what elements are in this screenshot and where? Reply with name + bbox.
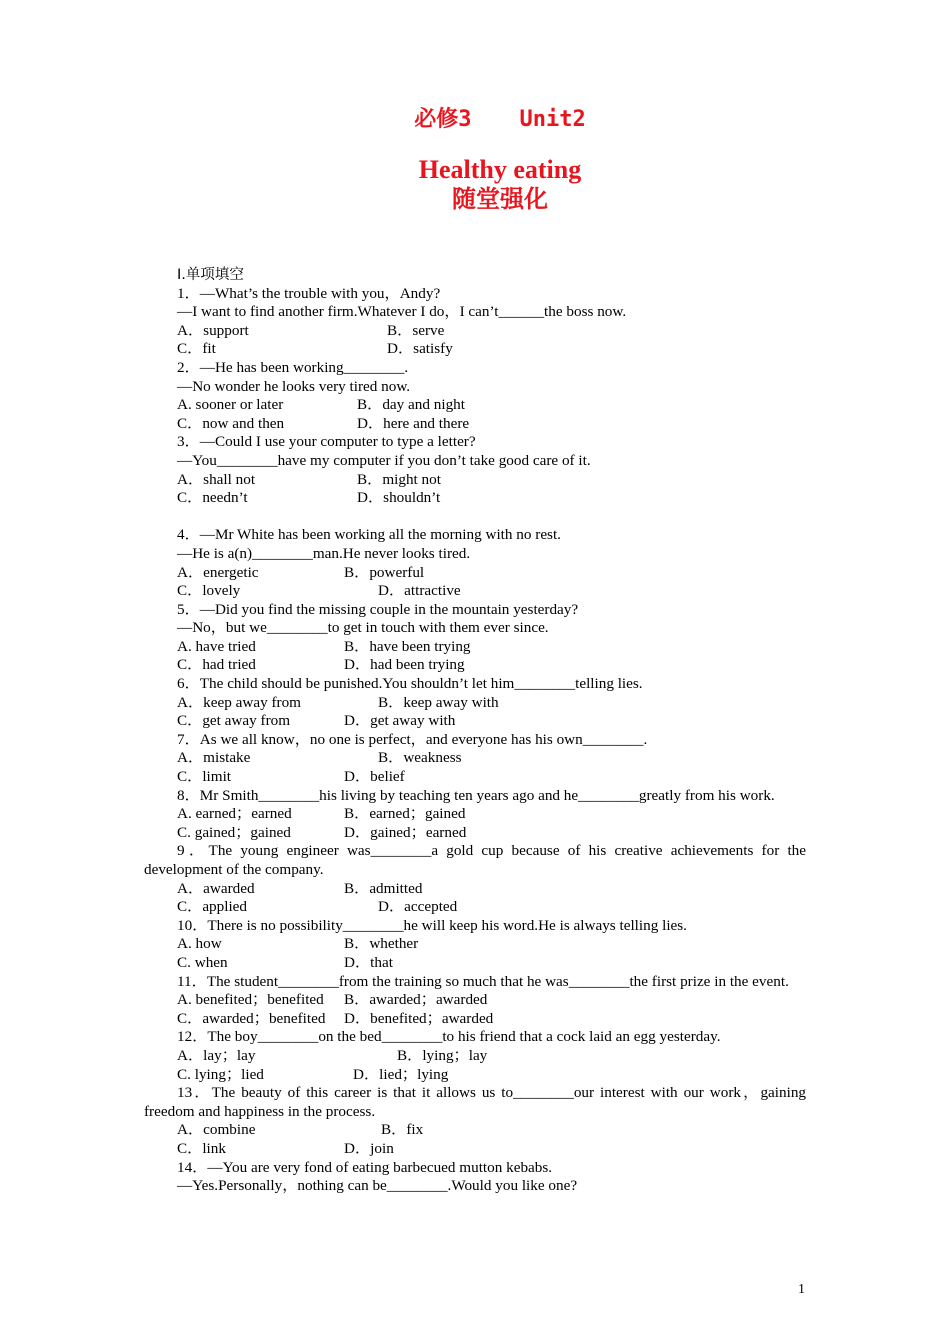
question-3-reply: —You________have my computer if you don’t take good care of it. <box>177 451 591 469</box>
question-13-options-cd: C．link D．join <box>177 1139 394 1157</box>
book-unit-heading <box>0 102 950 133</box>
question-6: 6．The child should be punished.You shouldn’t let him________telling lies. <box>177 675 643 693</box>
question-14: 14．—You are very fond of eating barbecued mutton kebabs. <box>177 1158 553 1176</box>
question-3: 3．—Could I use your computer to type a letter? <box>177 433 476 451</box>
question-12: 12．The boy________on the bed________to his friend that a cock laid an egg yesterday. <box>177 1028 721 1046</box>
question-1-options-ab: A．support B．serve <box>177 321 445 339</box>
question-2-reply: —No wonder he looks very tired now. <box>177 377 411 395</box>
question-5-options-ab: A. have tried B．have been trying <box>177 637 471 655</box>
unit-label: Unit2 <box>519 107 586 132</box>
question-10-options-ab: A. how B．whether <box>177 935 419 953</box>
question-1-options-cd: C．fit D．satisfy <box>177 340 453 358</box>
question-12-options-ab: A．lay；lay B．lying；lay <box>177 1046 488 1064</box>
lesson-subtitle: 随堂强化 <box>452 185 548 213</box>
question-10: 10．There is no possibility________he will keep his word.He is always telling lies. <box>177 916 687 934</box>
question-9-options-cd: C．applied D．accepted <box>177 898 458 916</box>
question-4-options-cd: C．lovely D．attractive <box>177 582 461 600</box>
question-2: 2．—He has been working________. <box>177 358 409 376</box>
question-6-options-ab: A．keep away from B．keep away with <box>177 693 499 711</box>
question-5-options-cd: C．had tried D．had been trying <box>177 656 465 674</box>
question-2-options-ab: A. sooner or later B．day and night <box>177 396 465 414</box>
question-7-options-ab: A．mistake B．weakness <box>177 749 462 767</box>
question-12-options-cd: C. lying；lied D．lied；lying <box>177 1065 449 1083</box>
question-7: 7．As we all know，no one is perfect，and everyone has his own________. <box>177 730 648 748</box>
question-11-options-cd: C．awarded；benefited D．benefited；awarded <box>177 1009 494 1027</box>
question-6-options-cd: C．get away from D．get away with <box>177 712 456 730</box>
book-label: 必修3 <box>414 107 472 132</box>
question-8-options-cd: C. gained；gained D．gained；earned <box>177 823 467 841</box>
question-9: 9．The young engineer was________a gold cup because of his creative achievements for the development of the company. <box>144 842 806 878</box>
question-4-reply: —He is a(n)________man.He never looks tired. <box>177 544 471 562</box>
question-3-options-cd: C．needn’t D．shouldn’t <box>177 489 441 507</box>
question-4-options-ab: A．energetic B．powerful <box>177 563 425 581</box>
section-heading: Ⅰ.单项填空 <box>177 267 244 283</box>
page-number: 1 <box>798 1282 805 1297</box>
question-11-options-ab: A. benefited；benefited B．awarded；awarded <box>177 991 488 1009</box>
spacer <box>144 508 806 527</box>
question-5-reply: —No，but we________to get in touch with them ever since. <box>177 619 549 637</box>
question-11: 11．The student________from the training so much that he was________the first prize in the event. <box>177 972 789 990</box>
question-9-options-ab: A．awarded B．admitted <box>177 879 423 897</box>
question-8-options-ab: A. earned；earned B．earned；gained <box>177 805 466 823</box>
question-8: 8．Mr Smith________his living by teaching ten years ago and he________greatly from his work. <box>177 786 775 804</box>
question-13: 13．The beauty of this career is that it allows us to________our interest with our work，gaining freedom and happiness in the process. <box>144 1084 806 1120</box>
question-13-options-ab: A．combine B．fix <box>177 1121 424 1139</box>
question-10-options-cd: C. when D．that <box>177 953 393 971</box>
question-1-reply: —I want to find another firm.Whatever I do，I can’t______the boss now. <box>177 303 627 321</box>
question-1: 1．—What’s the trouble with you，Andy? <box>177 284 441 302</box>
question-14-reply: —Yes.Personally，nothing can be________.Would you like one? <box>177 1177 578 1195</box>
question-3-options-ab: A．shall not B．might not <box>177 470 441 488</box>
question-4: 4．—Mr White has been working all the morning with no rest. <box>177 526 561 544</box>
exercise-body <box>144 266 806 1196</box>
question-7-options-cd: C．limit D．belief <box>177 768 405 786</box>
lesson-title: Healthy eating <box>418 155 582 184</box>
question-2-options-cd: C．now and then D．here and there <box>177 414 470 432</box>
question-5: 5．—Did you find the missing couple in the mountain yesterday? <box>177 600 579 618</box>
